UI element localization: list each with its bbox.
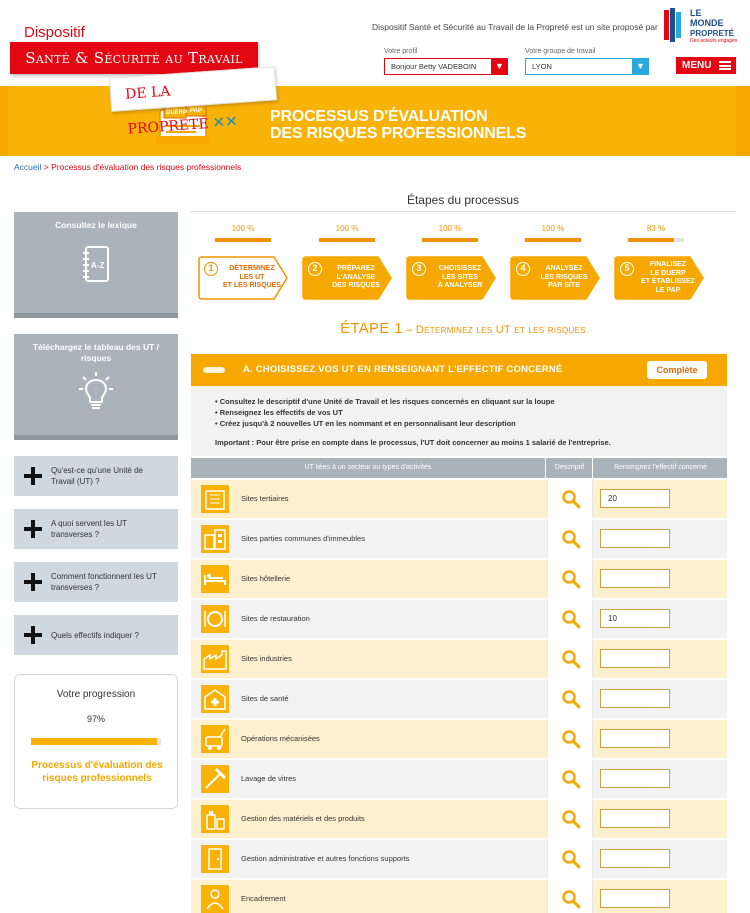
magnifier-icon[interactable] bbox=[561, 489, 581, 509]
step-label-line: CHOISISSEZ bbox=[438, 265, 482, 273]
magnifier-icon[interactable] bbox=[561, 649, 581, 669]
step-percent: 100 % bbox=[335, 224, 359, 233]
breadcrumb bbox=[14, 162, 241, 172]
menu-label: MENU bbox=[682, 60, 712, 71]
section-a-header[interactable] bbox=[191, 354, 727, 386]
table-row bbox=[191, 760, 727, 798]
step-number: 3 bbox=[412, 262, 426, 276]
breadcrumb-current: Processus d'évaluation des risques professionnels bbox=[51, 162, 242, 172]
effectif-input[interactable] bbox=[600, 889, 670, 908]
table-row bbox=[191, 600, 727, 638]
instruction-item: • Consultez le descriptif d'une Unité de Travail et les risques concernés en cliquant sur la loupe bbox=[215, 397, 555, 406]
col-ut: UT liées à un secteur ou types d'activités bbox=[191, 458, 546, 478]
step-number: 5 bbox=[620, 262, 634, 276]
steps-title bbox=[190, 193, 736, 207]
table-row bbox=[191, 640, 727, 678]
descriptif-cell bbox=[547, 520, 593, 558]
plus-icon bbox=[24, 573, 42, 591]
logo-dispositif: Dispositif bbox=[24, 24, 85, 41]
step-label bbox=[638, 256, 698, 300]
breadcrumb-home-link[interactable]: Accueil bbox=[14, 162, 42, 172]
step-number: 1 bbox=[204, 262, 218, 276]
group-select[interactable] bbox=[525, 58, 649, 75]
notebook-az-icon bbox=[81, 245, 111, 285]
status-badge[interactable]: Complète bbox=[647, 361, 707, 379]
steps-title-text: Étapes du processus bbox=[397, 193, 529, 207]
magnifier-icon[interactable] bbox=[561, 529, 581, 549]
magnifier-icon[interactable] bbox=[561, 729, 581, 749]
descriptif-cell bbox=[547, 840, 593, 878]
arrow-down-icon[interactable]: ▼ bbox=[632, 58, 649, 75]
profile-label: Votre profil bbox=[384, 48, 418, 55]
step-progress-fill bbox=[422, 238, 478, 242]
plus-icon bbox=[24, 467, 42, 485]
faq-question: Qu'est-ce qu'une Unité de Travail (UT) ? bbox=[51, 466, 143, 486]
hotel-bed-icon bbox=[201, 565, 229, 593]
section-a-instructions bbox=[191, 386, 727, 456]
ut-name: Lavage de vitres bbox=[241, 774, 297, 783]
magnifier-icon[interactable] bbox=[561, 569, 581, 589]
step-label-line: LES UT bbox=[239, 273, 265, 281]
table-row bbox=[191, 720, 727, 758]
table-row bbox=[191, 840, 727, 878]
descriptif-cell bbox=[547, 480, 593, 518]
arrow-down-icon[interactable]: ▼ bbox=[491, 58, 508, 75]
step-label bbox=[326, 256, 386, 300]
step-label-line: L'ANALYSE bbox=[336, 273, 376, 281]
instruction-item: • Créez jusqu'à 2 nouvelles UT en les nommant et en personnalisant leur description bbox=[215, 419, 516, 428]
step-label-line: ET LES RISQUES bbox=[223, 282, 281, 290]
effectif-input[interactable] bbox=[600, 649, 670, 668]
office-building-icon bbox=[201, 485, 229, 513]
descriptif-cell bbox=[547, 720, 593, 758]
menu-button[interactable] bbox=[676, 57, 736, 74]
partner-line2: MONDE bbox=[690, 18, 724, 28]
table-row bbox=[191, 520, 727, 558]
magnifier-icon[interactable] bbox=[561, 689, 581, 709]
ut-name: Gestion administrative et autres fonctions supports bbox=[241, 854, 410, 863]
step-progress-fill bbox=[525, 238, 581, 242]
table-row bbox=[191, 680, 727, 718]
effectif-input[interactable] bbox=[600, 729, 670, 748]
step-5-button[interactable] bbox=[614, 256, 704, 300]
step-progress-bar bbox=[215, 238, 271, 242]
magnifier-icon[interactable] bbox=[561, 889, 581, 909]
step-4-button[interactable] bbox=[510, 256, 600, 300]
group-select-value: LYON bbox=[532, 62, 552, 71]
page-title bbox=[270, 108, 526, 142]
ut-name: Gestion des matériels et des produits bbox=[241, 814, 365, 823]
group-label: Votre groupe de travail bbox=[525, 48, 596, 55]
plus-icon bbox=[24, 626, 42, 644]
table-row bbox=[191, 560, 727, 598]
important-note: Important : Pour être prise en compte dans le processus, l'UT doit concerner au moins 1 salarié de l'entreprise. bbox=[215, 438, 611, 447]
step-label-line: DES RISQUES bbox=[332, 282, 380, 290]
descriptif-cell bbox=[547, 560, 593, 598]
progress-bar bbox=[31, 738, 161, 745]
descriptif-cell bbox=[547, 760, 593, 798]
step-label bbox=[534, 256, 594, 300]
partner-logo-icon bbox=[664, 8, 686, 42]
step-progress-bar bbox=[422, 238, 478, 242]
step-label bbox=[222, 256, 282, 300]
step-percent: 100 % bbox=[541, 224, 565, 233]
step-2-button[interactable] bbox=[302, 256, 392, 300]
breadcrumb-separator: > bbox=[41, 162, 52, 172]
ut-table-header bbox=[191, 458, 727, 478]
effectif-input[interactable] bbox=[600, 689, 670, 708]
profile-select-value: Bonjour Betty VADEBOIN bbox=[391, 62, 477, 71]
faq-item[interactable] bbox=[14, 509, 178, 549]
hamburger-icon bbox=[719, 61, 731, 70]
section-a-title: A. CHOISISSEZ VOS UT EN RENSEIGNANT L'EFFECTIF CONCERNÉ bbox=[243, 364, 563, 375]
descriptif-cell bbox=[547, 880, 593, 913]
magnifier-icon[interactable] bbox=[561, 769, 581, 789]
profile-select[interactable] bbox=[384, 58, 508, 75]
step-progress-fill bbox=[319, 238, 375, 242]
step-percent: 100 % bbox=[231, 224, 255, 233]
cleaning-products-icon bbox=[201, 805, 229, 833]
table-row bbox=[191, 480, 727, 518]
step-label-line: ANALYSEZ bbox=[545, 265, 583, 273]
progress-card bbox=[14, 674, 178, 809]
partner-line1: LE bbox=[690, 8, 702, 18]
magnifier-icon[interactable] bbox=[561, 849, 581, 869]
partner-logo[interactable] bbox=[664, 8, 744, 48]
team-manager-icon bbox=[201, 885, 229, 913]
step-label-line: FINALISEZ bbox=[649, 261, 687, 268]
descriptif-cell bbox=[547, 600, 593, 638]
step-percent: 83 % bbox=[646, 224, 666, 233]
ut-name: Sites parties communes d'immeubles bbox=[241, 534, 365, 543]
table-row bbox=[191, 880, 727, 913]
instruction-list bbox=[215, 396, 555, 429]
lexique-card[interactable] bbox=[14, 212, 178, 318]
effectif-input[interactable] bbox=[600, 529, 670, 548]
step-number: 2 bbox=[308, 262, 322, 276]
step-1-button[interactable] bbox=[198, 256, 288, 300]
ut-name: Sites tertiaires bbox=[241, 494, 289, 503]
faq-question: A quoi servent les UT transverses ? bbox=[51, 519, 127, 539]
col-descriptif: Descriptif bbox=[547, 458, 593, 478]
step-label-line: LES RISQUES bbox=[540, 273, 588, 281]
step-label-line: LE DUERP bbox=[650, 269, 686, 277]
office-door-icon bbox=[201, 845, 229, 873]
magnifier-icon[interactable] bbox=[561, 809, 581, 829]
step-progress-fill bbox=[628, 238, 674, 242]
descriptif-cell bbox=[547, 640, 593, 678]
svg-text:A-Z: A-Z bbox=[91, 261, 105, 270]
faq-item[interactable] bbox=[14, 456, 178, 496]
step-label-line: LES SITES bbox=[442, 273, 478, 281]
cleaning-machine-icon bbox=[201, 725, 229, 753]
step-progress-bar bbox=[525, 238, 581, 242]
ut-name: Sites de restauration bbox=[241, 614, 310, 623]
window-squeegee-icon bbox=[201, 765, 229, 793]
etape-heading bbox=[190, 320, 736, 337]
logo-proprete-text: DE LA PROPRETÉ bbox=[124, 83, 210, 138]
step-number: 4 bbox=[516, 262, 530, 276]
logo-mark-icon: ✕✕ bbox=[211, 111, 239, 132]
etape-sub: – Déterminez les UT et les risques bbox=[402, 324, 586, 336]
step-label-line: ET ÉTABLISSEZ bbox=[641, 278, 695, 285]
ut-name: Sites de santé bbox=[241, 694, 289, 703]
hospital-icon bbox=[201, 685, 229, 713]
page-title-line2: DES RISQUES PROFESSIONNELS bbox=[270, 125, 527, 142]
step-progress-bar bbox=[319, 238, 375, 242]
effectif-input[interactable] bbox=[600, 569, 670, 588]
step-label bbox=[430, 256, 490, 300]
faq-question: Comment fonctionnent les UT transverses ? bbox=[51, 572, 157, 592]
ut-name: Encadrement bbox=[241, 894, 286, 903]
step-label-line: LE PAP bbox=[655, 286, 681, 294]
step-label-line: PAR SITE bbox=[548, 282, 580, 290]
descriptif-cell bbox=[547, 800, 593, 838]
download-label: Téléchargez le tableau des UT / risques bbox=[32, 342, 160, 363]
download-card[interactable] bbox=[14, 334, 178, 440]
step-percent: 100 % bbox=[438, 224, 462, 233]
lightbulb-icon bbox=[79, 372, 113, 412]
partner-line4: Des acteurs engagés bbox=[690, 38, 738, 44]
faq-question: Quels effectifs indiquer ? bbox=[51, 630, 139, 640]
lexique-label: Consultez le lexique bbox=[55, 220, 137, 230]
step-progress-bar bbox=[628, 238, 684, 242]
restaurant-plate-icon bbox=[201, 605, 229, 633]
ut-name: Sites hôtellerie bbox=[241, 574, 291, 583]
effectif-input[interactable] bbox=[600, 849, 670, 868]
step-progress-fill bbox=[215, 238, 271, 242]
ut-name: Opérations mécanisées bbox=[241, 734, 320, 743]
descriptif-cell bbox=[547, 680, 593, 718]
step-label-line: DÉTERMINEZ bbox=[229, 265, 275, 273]
progress-percent: 97% bbox=[86, 714, 105, 724]
progress-bar-fill bbox=[31, 738, 157, 745]
progress-link[interactable]: Processus d'évaluation des risques professionnels bbox=[31, 760, 163, 784]
plus-icon bbox=[24, 520, 42, 538]
step-3-button[interactable] bbox=[406, 256, 496, 300]
logo-sst-text: Santé & Sécurité au Travail bbox=[25, 49, 243, 67]
effectif-input[interactable] bbox=[600, 769, 670, 788]
header-tagline: Dispositif Santé et Sécurité au Travail de la Propreté est un site proposé par bbox=[372, 22, 658, 32]
effectif-input[interactable] bbox=[600, 809, 670, 828]
step-label-line: PRÉPAREZ bbox=[337, 265, 375, 273]
instruction-item: • Renseignez les effectifs de vos UT bbox=[215, 408, 343, 417]
page-title-line1: PROCESSUS D'ÉVALUATION bbox=[270, 108, 488, 125]
table-row bbox=[191, 800, 727, 838]
col-effectif: Renseignez l'effectif concerné bbox=[613, 464, 708, 471]
faq-item[interactable] bbox=[14, 562, 178, 602]
partner-line3: PROPRETÉ bbox=[690, 29, 735, 38]
step-label-line: À ANALYSER bbox=[437, 282, 483, 290]
site-logo[interactable] bbox=[10, 22, 272, 138]
etape-main: ÉTAPE 1 bbox=[340, 320, 403, 337]
ut-name: Sites industries bbox=[241, 654, 292, 663]
apartment-building-icon bbox=[201, 525, 229, 553]
effectif-input[interactable]: 10 bbox=[600, 609, 670, 628]
progress-title: Votre progression bbox=[56, 689, 136, 700]
section-tag-icon bbox=[203, 367, 225, 373]
magnifier-icon[interactable] bbox=[561, 609, 581, 629]
effectif-input[interactable]: 20 bbox=[600, 489, 670, 508]
faq-item[interactable] bbox=[14, 615, 178, 655]
factory-icon bbox=[201, 645, 229, 673]
